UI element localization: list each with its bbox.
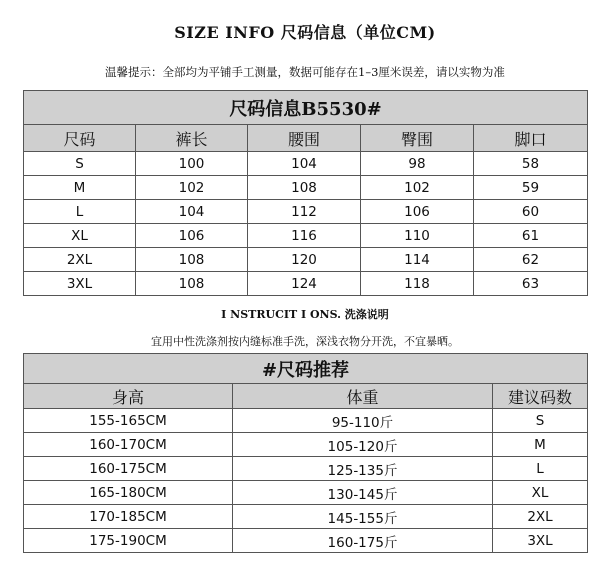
rec-table-cell: 95-110斤 bbox=[233, 409, 493, 433]
rec-table-body bbox=[24, 409, 588, 553]
wash-instructions: 宜用中性洗涤剂按内缝标准手洗，深浅衣物分开洗，不宜暴晒。 bbox=[151, 335, 459, 348]
rec-table-cell: 160-170CM bbox=[24, 433, 233, 457]
size-table-cell: 118 bbox=[361, 272, 474, 296]
rec-table-header-cell: 建议码数 bbox=[493, 384, 588, 409]
size-table-body bbox=[24, 152, 588, 296]
size-table-cell: 124 bbox=[248, 272, 361, 296]
rec-table-cell: 175-190CM bbox=[24, 529, 233, 553]
size-table-cell: 102 bbox=[136, 176, 248, 200]
rec-table-cell: 170-185CM bbox=[24, 505, 233, 529]
size-table-cell: 106 bbox=[136, 224, 248, 248]
size-table-cell: 104 bbox=[248, 152, 361, 176]
size-table-header-row bbox=[24, 125, 588, 152]
size-table-cell: 120 bbox=[248, 248, 361, 272]
size-table-cell: 112 bbox=[248, 200, 361, 224]
size-table-cell: 61 bbox=[474, 224, 588, 248]
size-table-cell: 62 bbox=[474, 248, 588, 272]
size-table-caption: 尺码信息B5530# bbox=[24, 91, 588, 125]
size-table-cell: 116 bbox=[248, 224, 361, 248]
rec-table-cell: L bbox=[493, 457, 588, 481]
size-table-header-cell: 脚口 bbox=[474, 125, 588, 152]
size-table-cell: 63 bbox=[474, 272, 588, 296]
size-table-row bbox=[24, 176, 588, 200]
size-table-header-cell: 腰围 bbox=[248, 125, 361, 152]
size-table-cell: 102 bbox=[361, 176, 474, 200]
size-table-cell: 3XL bbox=[24, 272, 136, 296]
size-table-cell: 108 bbox=[248, 176, 361, 200]
size-table-cell: 108 bbox=[136, 248, 248, 272]
measurement-notice: 温馨提示：全部均为平铺手工测量，数据可能存在1–3厘米误差，请以实物为准 bbox=[105, 65, 505, 79]
rec-table-row bbox=[24, 457, 588, 481]
size-table-cell: 104 bbox=[136, 200, 248, 224]
rec-table-cell: 160-175CM bbox=[24, 457, 233, 481]
rec-table-row bbox=[24, 505, 588, 529]
size-table-cell: 60 bbox=[474, 200, 588, 224]
size-table-header-cell: 裤长 bbox=[136, 125, 248, 152]
size-table-cell: L bbox=[24, 200, 136, 224]
size-table-row bbox=[24, 248, 588, 272]
rec-table-cell: 3XL bbox=[493, 529, 588, 553]
size-table-header-cell: 尺码 bbox=[24, 125, 136, 152]
size-table-cell: 108 bbox=[136, 272, 248, 296]
rec-table-cell: 155-165CM bbox=[24, 409, 233, 433]
size-table-row bbox=[24, 152, 588, 176]
rec-table-cell: 130-145斤 bbox=[233, 481, 493, 505]
rec-table-row bbox=[24, 409, 588, 433]
rec-table-cell: 165-180CM bbox=[24, 481, 233, 505]
size-table-cell: M bbox=[24, 176, 136, 200]
rec-table-cell: 160-175斤 bbox=[233, 529, 493, 553]
size-table-cell: 59 bbox=[474, 176, 588, 200]
size-table-cell: 106 bbox=[361, 200, 474, 224]
size-table-cell: 2XL bbox=[24, 248, 136, 272]
rec-table-row bbox=[24, 481, 588, 505]
size-recommendation-table bbox=[23, 353, 588, 553]
size-table-header-cell: 臀围 bbox=[361, 125, 474, 152]
rec-table-row bbox=[24, 529, 588, 553]
rec-table-row bbox=[24, 433, 588, 457]
rec-table-header-row bbox=[24, 384, 588, 409]
size-table-row bbox=[24, 200, 588, 224]
rec-table-cell: 125-135斤 bbox=[233, 457, 493, 481]
rec-table-caption: #尺码推荐 bbox=[24, 354, 588, 384]
size-table-row bbox=[24, 272, 588, 296]
rec-table-header-cell: 体重 bbox=[233, 384, 493, 409]
rec-table-cell: 2XL bbox=[493, 505, 588, 529]
size-table-cell: 110 bbox=[361, 224, 474, 248]
size-table-cell: 98 bbox=[361, 152, 474, 176]
instructions-title: I NSTRUCIT I ONS. 洗涤说明 bbox=[221, 308, 389, 321]
size-table-row bbox=[24, 224, 588, 248]
size-info-table bbox=[23, 90, 588, 296]
size-table-cell: 100 bbox=[136, 152, 248, 176]
size-table-cell: S bbox=[24, 152, 136, 176]
rec-table-cell: XL bbox=[493, 481, 588, 505]
size-table-cell: 114 bbox=[361, 248, 474, 272]
size-table-cell: 58 bbox=[474, 152, 588, 176]
rec-table-cell: S bbox=[493, 409, 588, 433]
rec-table-cell: 145-155斤 bbox=[233, 505, 493, 529]
size-table-cell: XL bbox=[24, 224, 136, 248]
rec-table-header-cell: 身高 bbox=[24, 384, 233, 409]
page-title: SIZE INFO 尺码信息（单位CM) bbox=[174, 23, 436, 42]
rec-table-cell: 105-120斤 bbox=[233, 433, 493, 457]
rec-table-cell: M bbox=[493, 433, 588, 457]
